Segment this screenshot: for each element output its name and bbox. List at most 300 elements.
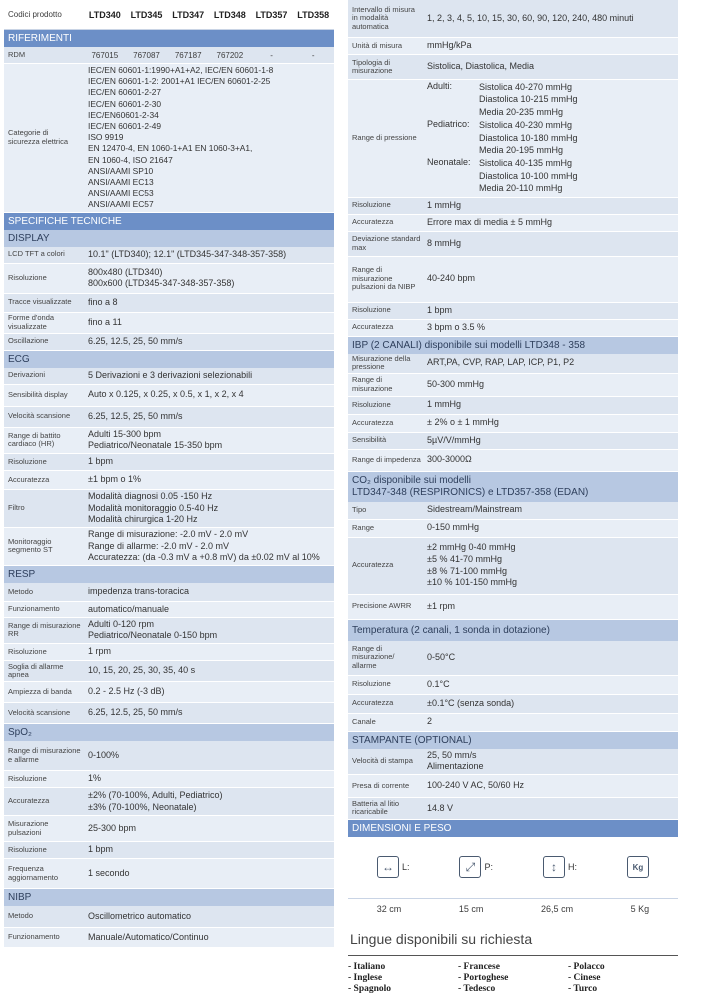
nibp-table (4, 906, 334, 948)
spec-value (84, 842, 117, 858)
pressure-range-values (423, 80, 582, 197)
spec-row (348, 502, 678, 520)
spec-label: Range di misurazione (352, 375, 393, 393)
spec-label: Range (352, 522, 375, 532)
section-ecg: ECG (4, 351, 334, 368)
spec-value-line: ±8 % 71-100 mmHg (427, 565, 507, 576)
spec-label: Accuratezza (352, 217, 394, 227)
languages-list (348, 962, 678, 994)
spec-row (348, 798, 678, 820)
spec-label: Range di impedenza (352, 454, 421, 464)
spec-value (423, 676, 454, 694)
safety-standard: EN 1060-4, ISO 21647 (88, 154, 173, 165)
spec-row (348, 198, 678, 215)
pressure-group (427, 81, 578, 118)
spec-value (84, 385, 248, 406)
spec-row (4, 816, 334, 842)
spec-value-line: 10, 15, 20, 25, 30, 35, 40 s (88, 665, 196, 676)
weight-icon: Kg (627, 856, 649, 878)
rdm-code: 767087 (133, 50, 160, 60)
section-display: DISPLAY (4, 230, 334, 247)
spec-label: Risoluzione (352, 679, 391, 689)
spec-row (4, 771, 334, 788)
spec-value-line: ART,PA, CVP, RAP, LAP, ICP, P1, P2 (427, 357, 575, 368)
spec-value-line: 1 secondo (88, 867, 130, 878)
spec-row (4, 294, 334, 313)
rdm-code: 767015 (91, 50, 119, 60)
spec-value-line: fino a 8 (88, 296, 118, 307)
section-ibp: IBP (2 CANALI) disponibile sui modelli LTD348 - 358 (348, 337, 678, 354)
spec-row (348, 775, 678, 798)
spec-value (423, 354, 578, 373)
spec-label: Risoluzione (8, 844, 47, 854)
spec-value (84, 334, 187, 350)
spec-value-line: Adulti 15-300 bpm (88, 428, 162, 439)
spec-value-line: 800x480 (LTD340) (88, 266, 163, 277)
language-item: - Tedesco (458, 983, 496, 994)
spec-label: Unità di misura (352, 40, 403, 50)
language-item: - Cinese (568, 972, 601, 983)
spec-value-line: 8 mmHg (427, 237, 462, 248)
spec-value-line: fino a 11 (88, 316, 122, 327)
rdm-code: - (270, 50, 273, 60)
dimension-depth (459, 856, 493, 878)
spec-row (4, 428, 334, 454)
spec-value-line: Pediatrico/Neonatale 0-150 bpm (88, 630, 218, 641)
spec-value (423, 641, 459, 675)
spec-value (423, 450, 476, 471)
spec-row (348, 374, 678, 397)
spec-row (348, 354, 678, 374)
spec-value-line: 5µV/V/mmHg (427, 434, 481, 445)
spec-value (423, 303, 456, 319)
spec-row (348, 232, 678, 257)
spec-row (348, 303, 678, 320)
spec-value (423, 374, 488, 396)
spec-label: Tipologia di misurazione (352, 57, 393, 75)
spec-value (84, 816, 140, 841)
spec-row (4, 842, 334, 859)
pressure-value: Sistolica 40-270 mmHg (479, 82, 573, 92)
spec-value-line: 1 bpm (88, 456, 114, 467)
spec-row (4, 471, 334, 490)
right-column (348, 0, 678, 994)
spec-label: Risoluzione (8, 456, 47, 466)
spec-value (423, 38, 476, 54)
spec-row (348, 55, 678, 80)
spec-row (348, 433, 678, 450)
spec-value-line: 1 bpm (88, 844, 114, 855)
spec-label: Range di misurazione e allarme (8, 746, 81, 764)
safety-standard: ANSI/AAMI EC57 (88, 199, 154, 210)
product-codes-header (4, 0, 334, 30)
spec-row (348, 520, 678, 538)
spec-value-line: 10.1" (LTD340); 12.1" (LTD345-347-348-357-358) (88, 248, 287, 259)
co2-table (348, 502, 678, 620)
spec-value-line: 3 bpm o 3.5 % (427, 321, 486, 332)
spec-row (348, 595, 678, 620)
spec-label: Accuratezza (8, 474, 50, 484)
spec-value (84, 313, 126, 333)
spec-row (348, 257, 678, 303)
model-code: LTD358 (297, 9, 330, 20)
safety-standard: ANSI/AAMI EC13 (88, 177, 154, 188)
section-stampante: STAMPANTE (OPTIONAL) (348, 732, 678, 749)
spec-value (84, 490, 222, 527)
language-item: - Portoghese (458, 972, 509, 983)
spec-value (84, 368, 256, 384)
section-specifiche: SPECIFICHE TECNICHE (4, 213, 334, 230)
spec-label: Accuratezza (352, 417, 394, 427)
spec-row (348, 749, 678, 775)
spec-row (4, 334, 334, 351)
spec-label: Range di misurazione pulsazioni da NIBP (352, 265, 416, 292)
spec-value-line: ±2 mmHg 0-40 mmHg (427, 542, 516, 553)
spec-value (423, 502, 526, 519)
safety-standard: IEC/EN60601-2-34 (88, 109, 159, 120)
spec-value (84, 682, 169, 702)
spec-value-line: 0-100% (88, 749, 120, 760)
spec-label: Accuratezza (352, 322, 394, 332)
resp-table (4, 583, 334, 724)
spec-label: Range di battito cardiaco (HR) (8, 430, 61, 449)
spec-value (84, 428, 226, 453)
spec-value-line: 1% (88, 773, 102, 784)
spec-value (423, 397, 465, 414)
spec-value (423, 257, 479, 302)
pressure-value: Media 20-235 mmHg (479, 106, 564, 117)
spec-value (423, 55, 538, 79)
spec-value-line: 2 (427, 716, 433, 727)
spec-value-line: ±10 % 101-150 mmHg (427, 577, 517, 588)
spec-value-line: ±1 rpm (427, 600, 455, 611)
section-nibp: NIBP (4, 889, 334, 906)
spec-row (348, 415, 678, 433)
spec-value-line: 1 mmHg (427, 399, 462, 410)
section-dimensioni: DIMENSIONI E PESO (348, 820, 678, 837)
spec-row (4, 313, 334, 334)
safety-standard: IEC/EN 60601-1:1990+A1+A2, IEC/EN 60601-1-8 (88, 65, 274, 75)
safety-standard: ANSI/AAMI SP10 (88, 165, 154, 176)
spec-label: Frequenza aggiornamento (8, 864, 59, 882)
spec-value-line: ±2% (70-100%, Adulti, Pediatrico) (88, 789, 223, 800)
spec-label: Misurazione pulsazioni (8, 819, 49, 837)
rdm-row (4, 47, 334, 64)
model-code: LTD357 (255, 9, 288, 20)
spec-value (423, 0, 638, 37)
spec-label: Canale (352, 716, 376, 726)
spec-row (348, 450, 678, 472)
pressure-group-values (479, 81, 578, 118)
spec-value (423, 749, 488, 774)
spec-label: Velocità scansione (8, 411, 71, 421)
language-item: - Inglese (348, 972, 383, 983)
spec-value-line: Auto x 0.125, x 0.25, x 0.5, x 1, x 2, x 4 (88, 389, 244, 400)
spec-label: Deviazione standard max (352, 234, 421, 252)
dimension-weight (627, 856, 649, 878)
spec-row (348, 0, 678, 38)
spec-value-line: Modalità chirurgica 1-20 Hz (88, 514, 198, 525)
language-item: - Italiano (348, 961, 386, 972)
pressure-group-values (479, 119, 578, 156)
pressure-value: Media 20-195 mmHg (479, 145, 564, 156)
spec-row (4, 682, 334, 703)
spec-row (4, 644, 334, 661)
spec-value-line: Oscillometrico automatico (88, 910, 192, 921)
spec-value (84, 602, 173, 617)
dimension-height (543, 856, 577, 878)
spec-label: Range di misurazione/ allarme (352, 643, 395, 670)
spec-value-line: ±3% (70-100%, Neonatale) (88, 801, 197, 812)
spec-value-line: 800x600 (LTD345-347-348-357-358) (88, 278, 235, 289)
language-item: - Spagnolo (348, 983, 392, 994)
rdm-code: 767187 (174, 50, 202, 60)
spec-row (348, 695, 678, 714)
safety-label: Categorie di sicurezza elettrica (8, 128, 69, 146)
spec-row (4, 407, 334, 428)
spec-label: Metodo (8, 586, 34, 596)
spec-value-line: 6.25, 12.5, 25, 50 mm/s (88, 707, 183, 718)
nibp-accuracy-table (348, 198, 678, 337)
spec-value-line: 50-300 mmHg (427, 378, 485, 389)
spec-value-line: 5 Derivazioni e 3 derivazioni selezionabili (88, 369, 253, 380)
spec-row (348, 641, 678, 676)
spec-label: Risoluzione (352, 200, 391, 210)
spec-value-line: Errore max di media ± 5 mmHg (427, 216, 552, 227)
temp-table (348, 641, 678, 732)
spec-value-line: Alimentazione (427, 761, 484, 772)
pressure-value: Media 20-110 mmHg (479, 183, 563, 194)
spec-label: Accuratezza (352, 560, 394, 570)
spec-value (84, 583, 193, 601)
printer-table (348, 749, 678, 820)
spec-value (423, 538, 521, 594)
spec-row (4, 602, 334, 618)
spec-value-line: 1, 2, 3, 4, 5, 10, 15, 30, 60, 90, 120, 240, 480 minuti (427, 12, 634, 23)
display-table (4, 247, 334, 351)
spec-value (84, 788, 227, 815)
spec-value-line: automatico/manuale (88, 603, 170, 614)
spec-label: Intervallo di misura in modalità automatica (352, 4, 415, 31)
spec-value (423, 714, 436, 731)
pressure-range-row (348, 80, 678, 198)
safety-standard: IEC/EN 60601-1-2: 2001+A1 IEC/EN 60601-2-25 (88, 76, 271, 87)
spec-label: Tipo (352, 504, 367, 514)
spec-value-line: 6.25, 12.5, 25, 50 mm/s (88, 335, 183, 346)
spec-row (348, 38, 678, 55)
spec-label: Derivazioni (8, 370, 46, 380)
dimension-value: 5 Kg (630, 903, 650, 914)
spec-row (348, 215, 678, 232)
depth-icon: ⤢ (459, 856, 481, 878)
spec-value-line: 1 bpm (427, 304, 453, 315)
spec-label: Monitoraggio segmento ST (8, 536, 53, 555)
spec-value (423, 198, 465, 214)
spec-value (84, 703, 187, 723)
spec-label: Batteria al litio ricaricabile (352, 798, 400, 817)
spec-value-line: 25-300 bpm (88, 822, 137, 833)
spec-label: Velocità di stampa (352, 756, 413, 765)
spec-label: Velocità scansione (8, 707, 71, 717)
safety-row (4, 64, 334, 213)
spec-label: Accuratezza (352, 698, 394, 708)
co2-title-line: LTD347-348 (RESPIRONICS) e LTD357-358 (EDAN) (352, 486, 589, 498)
spec-value-line: Sidestream/Mainstream (427, 504, 523, 515)
spec-value (84, 454, 117, 470)
dimension-label: L: (401, 862, 410, 873)
pressure-group-label: Adulti: (427, 81, 453, 91)
spec-value (423, 215, 556, 231)
spec-label: Risoluzione (8, 646, 47, 656)
spec-value (84, 771, 105, 787)
nibp-continued-table (348, 0, 678, 80)
spec-label: Risoluzione (8, 773, 47, 783)
spec-value-line: impedenza trans-toracica (88, 586, 190, 597)
spec-value-line: 1 rpm (88, 646, 112, 657)
dimension-value: 15 cm (458, 903, 484, 914)
spec-row (4, 859, 334, 889)
spec-value-line: Modalità diagnosi 0.05 -150 Hz (88, 490, 213, 501)
spec-label: Risoluzione (352, 305, 391, 315)
spec-value (84, 661, 199, 681)
safety-standard: ISO 9919 (88, 132, 124, 143)
safety-standards (84, 64, 277, 212)
height-icon: ↕ (543, 856, 565, 878)
spec-value (84, 528, 324, 565)
spec-value (84, 407, 187, 427)
model-code: LTD348 (213, 9, 246, 20)
spec-label: Risoluzione (8, 272, 47, 282)
spec-label: Funzionamento (8, 932, 60, 942)
spo2-table (4, 741, 334, 889)
pressure-value: Sistolica 40-135 mmHg (479, 158, 573, 169)
spec-label: Sensibilità (352, 435, 387, 445)
spec-value-line: 0.2 - 2.5 Hz (-3 dB) (88, 686, 165, 697)
section-co2 (348, 472, 678, 502)
spec-value-line: 1 mmHg (427, 199, 462, 210)
spec-value (84, 618, 221, 643)
spec-label: Range di misurazione RR (8, 620, 81, 639)
spec-row (4, 454, 334, 471)
spec-row (4, 703, 334, 724)
pressure-value: Diastolica 10-180 mmHg (479, 132, 578, 143)
safety-standard: IEC/EN 60601-2-49 (88, 121, 162, 132)
spec-row (4, 247, 334, 264)
safety-standard: ANSI/AAMI EC53 (88, 188, 154, 199)
language-item: - Polacco (568, 961, 605, 972)
dimension-label: P: (484, 862, 493, 873)
spec-value (423, 798, 457, 819)
safety-standard: EN 12470-4, EN 1060-1+A1 EN 1060-3+A1, (88, 143, 253, 154)
spec-value (423, 520, 483, 537)
dimension-value: 32 cm (376, 903, 402, 914)
spec-label: Metodo (8, 911, 34, 921)
pressure-group (427, 157, 578, 194)
spec-row (4, 741, 334, 771)
dimension-width (377, 856, 410, 878)
spec-value-line: ± 2% o ± 1 mmHg (427, 417, 499, 428)
spec-row (4, 368, 334, 385)
rdm-code: 767202 (216, 50, 244, 60)
model-code: LTD347 (172, 9, 205, 20)
language-item: - Turco (568, 983, 598, 994)
spec-value-line: Range di misurazione: -2.0 mV - 2.0 mV (88, 528, 249, 539)
spec-value-line: 100-240 V AC, 50/60 Hz (427, 780, 525, 791)
spec-value (84, 928, 213, 947)
spec-label: Ampiezza di banda (8, 686, 72, 696)
spec-value (423, 595, 459, 619)
spec-value-line: Range di allarme: -2.0 mV - 2.0 mV (88, 540, 230, 551)
spec-row (348, 397, 678, 415)
language-item: - Francese (458, 961, 500, 972)
pressure-value: Sistolica 40-230 mmHg (479, 120, 573, 131)
spec-label: Misurazione della pressione (352, 353, 411, 372)
spec-row (4, 583, 334, 602)
spec-value (84, 264, 238, 293)
product-codes-label: Codici prodotto (8, 10, 62, 19)
section-riferimenti: RIFERIMENTI (4, 30, 334, 47)
spec-value-line: Manuale/Automatico/Continuo (88, 931, 209, 942)
languages-divider (348, 955, 678, 956)
spec-label: Oscillazione (8, 336, 49, 346)
spec-value-line: ±1 bpm o 1% (88, 474, 141, 485)
rdm-code: - (311, 50, 315, 60)
spec-value (84, 294, 122, 312)
spec-value-line: 25, 50 mm/s (427, 749, 477, 760)
spec-label: Filtro (8, 503, 25, 513)
spec-value-line: Accuratezza: (da -0.3 mV a +0.8 mV) da ±0.02 mV al 10% (88, 552, 320, 563)
spec-row (4, 490, 334, 528)
safety-standard: IEC/EN 60601-2-30 (88, 98, 162, 109)
spec-row (4, 788, 334, 816)
ecg-table (4, 368, 334, 566)
section-temperatura: Temperatura (2 canali, 1 sonda in dotazione) (348, 620, 678, 641)
spec-label: LCD TFT a colori (8, 249, 65, 259)
spec-value (84, 859, 134, 888)
left-column (4, 0, 334, 948)
ibp-table (348, 354, 678, 472)
spec-value-line: 40-240 bpm (427, 273, 476, 284)
rdm-label: RDM (8, 49, 26, 59)
spec-label: Risoluzione (352, 399, 391, 409)
spec-value-line: 0-50°C (427, 651, 456, 662)
spec-label: Sensibilità display (8, 389, 68, 399)
pressure-value: Diastolica 10-100 mmHg (479, 170, 578, 181)
spec-label: Forme d'onda visualizzate (8, 313, 55, 331)
languages-title: Lingue disponibili su richiesta (350, 930, 533, 947)
spec-row (4, 385, 334, 407)
spec-value (84, 741, 123, 770)
dimension-label: H: (567, 862, 577, 873)
spec-value-line: 300-3000Ω (427, 454, 472, 465)
spec-row (4, 528, 334, 566)
spec-value-line: 0.1°C (427, 678, 450, 689)
spec-value (423, 232, 465, 256)
pressure-group-label: Pediatrico: (427, 119, 470, 130)
spec-value-line: Pediatrico/Neonatale 15-350 bpm (88, 440, 223, 451)
dimension-value: 26,5 cm (541, 903, 574, 914)
spec-row (4, 928, 334, 948)
spec-value (84, 247, 290, 263)
model-code: LTD345 (130, 9, 163, 20)
spec-label: Funzionamento (8, 604, 60, 614)
spec-row (348, 320, 678, 337)
spec-label: Precisione AWRR (352, 601, 412, 611)
spec-row (4, 661, 334, 682)
spec-row (348, 538, 678, 595)
spec-value-line: Sistolica, Diastolica, Media (427, 61, 535, 72)
spec-label: Soglia di allarme apnea (8, 661, 64, 680)
